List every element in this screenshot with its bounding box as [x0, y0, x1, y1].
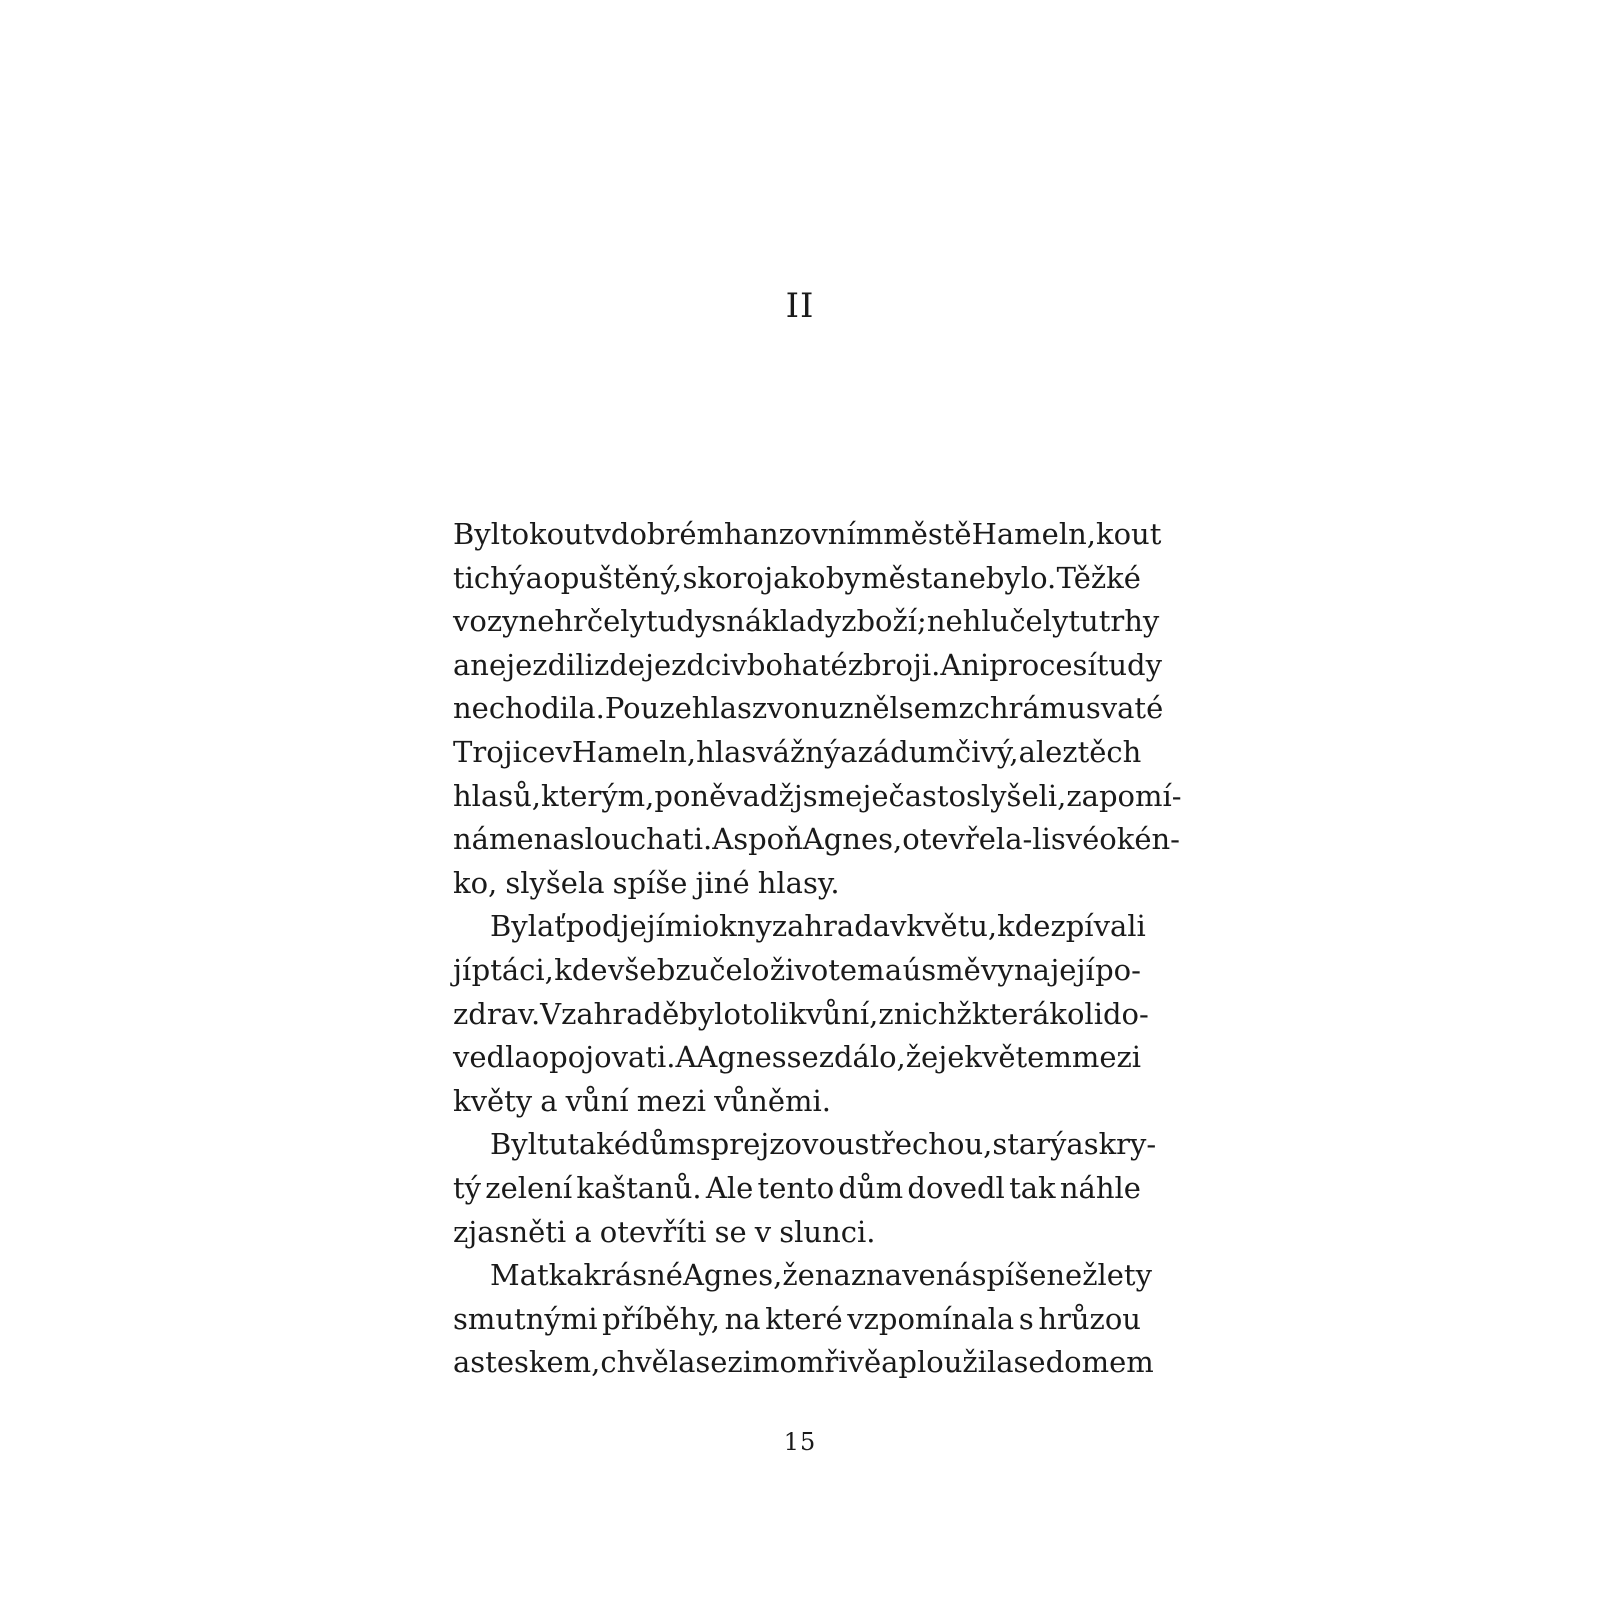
- word: Matka: [490, 1258, 584, 1293]
- word: z: [1062, 734, 1078, 769]
- word: zimomřivě: [727, 1345, 882, 1380]
- word: a: [525, 560, 543, 595]
- word: otevřela-li: [902, 822, 1051, 857]
- word: okny: [701, 909, 772, 944]
- word: V: [540, 996, 562, 1031]
- word: těch: [1077, 734, 1142, 769]
- text-line: [453, 1341, 1154, 1385]
- word: zbroji.: [847, 647, 941, 682]
- word: slyšeli,: [966, 778, 1067, 813]
- text-line: [453, 731, 1141, 775]
- word: jí: [453, 952, 472, 987]
- word: mezi: [1071, 1040, 1142, 1075]
- word: jiné: [695, 865, 750, 900]
- word: vůní,: [806, 996, 879, 1031]
- word: květem: [964, 1040, 1072, 1075]
- text-line: [453, 687, 1164, 731]
- word: nebylo.: [950, 560, 1057, 595]
- word: se: [1013, 1345, 1046, 1380]
- word: hlas: [696, 734, 757, 769]
- word: otevříti: [599, 1214, 707, 1249]
- word: květu,: [906, 909, 998, 944]
- word: také: [567, 1127, 632, 1162]
- word: její: [1050, 952, 1095, 987]
- word: hlasy.: [757, 865, 840, 900]
- word: steskem,: [470, 1345, 601, 1380]
- word: ale: [1018, 734, 1063, 769]
- word: tichý: [453, 560, 526, 595]
- word: A: [675, 1040, 697, 1075]
- word: nehlučely: [926, 604, 1069, 639]
- word: to: [499, 517, 530, 551]
- word: Agnes,: [682, 1258, 783, 1293]
- word: z: [958, 691, 974, 726]
- word: z: [878, 996, 894, 1031]
- word: Byl: [490, 1127, 537, 1162]
- word: vážný: [756, 734, 841, 769]
- word: vše: [607, 952, 657, 987]
- word: že: [905, 1040, 939, 1075]
- word: kout: [1096, 517, 1162, 551]
- word: náhle: [1059, 1170, 1141, 1205]
- word: bohaté: [746, 647, 848, 682]
- word: tý: [453, 1170, 482, 1205]
- word: životem: [769, 952, 885, 987]
- word: se: [695, 1345, 728, 1380]
- text-line: [453, 775, 1182, 819]
- word: které: [765, 1301, 843, 1336]
- word: zvonu: [751, 691, 839, 726]
- text-line: [453, 1123, 1157, 1167]
- word: Byl: [453, 517, 500, 551]
- word: spíše: [612, 865, 688, 900]
- word: po-: [1095, 952, 1141, 987]
- word: zahrada: [771, 909, 891, 944]
- word: hlas: [691, 691, 752, 726]
- word: zdálo,: [818, 1040, 906, 1075]
- word: kterým,: [541, 778, 655, 813]
- word: náklady: [726, 604, 842, 639]
- word: Bylať: [490, 909, 566, 944]
- word: smutnými: [453, 1301, 598, 1336]
- text-line: [453, 862, 1141, 906]
- word: mezi: [636, 1083, 707, 1118]
- word: kout: [529, 517, 595, 551]
- word: procesí: [989, 647, 1097, 682]
- word: je: [938, 1040, 965, 1075]
- word: sem: [898, 691, 959, 726]
- word: městě: [883, 517, 972, 551]
- text-line: [453, 1254, 1152, 1298]
- word: kterákoli: [971, 996, 1103, 1031]
- word: nehrčely: [518, 604, 646, 639]
- word: kde: [997, 909, 1051, 944]
- word: dovedl: [907, 1170, 1005, 1205]
- word: zapomí-: [1066, 778, 1182, 813]
- word: opojovati.: [531, 1040, 676, 1075]
- word: v: [594, 517, 611, 551]
- word: a: [884, 952, 903, 987]
- word: slunci.: [779, 1214, 876, 1249]
- word: a: [881, 1345, 899, 1380]
- word: Agnes: [696, 1040, 787, 1075]
- word: tento: [757, 1170, 835, 1205]
- word: Aspoň: [712, 822, 803, 857]
- word: vedla: [453, 1040, 532, 1075]
- word: nechodila.: [453, 691, 605, 726]
- word: Agnes,: [802, 822, 903, 857]
- chapter-heading: II: [785, 286, 815, 326]
- word: do-: [1102, 996, 1149, 1031]
- word: v: [555, 734, 572, 769]
- word: ko,: [453, 865, 498, 900]
- text-line: [453, 1080, 1141, 1124]
- word: střechou,: [854, 1127, 993, 1162]
- word: dobrém: [610, 517, 724, 551]
- text-line: [453, 818, 1180, 862]
- text-line: [453, 1211, 1141, 1255]
- text-line: [453, 993, 1149, 1037]
- word: zahradě: [561, 996, 680, 1031]
- word: příběhy,: [602, 1301, 721, 1336]
- word: chrámu: [973, 691, 1086, 726]
- word: zněl: [838, 691, 899, 726]
- word: dům: [631, 1127, 696, 1162]
- word: svaté: [1085, 691, 1164, 726]
- word: bylo: [679, 996, 741, 1031]
- word: starý: [992, 1127, 1067, 1162]
- word: v: [754, 1214, 772, 1249]
- word: žena: [782, 1258, 851, 1293]
- word: v: [730, 647, 747, 682]
- word: Ale: [705, 1170, 754, 1205]
- word: květy: [453, 1083, 533, 1118]
- word: ploužila: [898, 1345, 1014, 1380]
- text-line: [453, 513, 1162, 557]
- word: dům: [838, 1170, 904, 1205]
- word: Pouze: [604, 691, 692, 726]
- word: v: [890, 909, 907, 944]
- word: zjasněti: [453, 1214, 567, 1249]
- word: vozy: [453, 604, 519, 639]
- word: jezdci: [644, 647, 731, 682]
- word: nejezdili: [470, 647, 594, 682]
- word: skoro: [682, 560, 764, 595]
- body-text: [453, 513, 1182, 1385]
- word: prejzovou: [710, 1127, 855, 1162]
- word: Hameln,: [571, 734, 697, 769]
- word: na: [724, 1301, 761, 1336]
- word: hanzovním: [724, 517, 884, 551]
- page-number: 15: [783, 1428, 817, 1456]
- word: vzpomínala: [847, 1301, 1015, 1336]
- word: vůněmi.: [714, 1083, 832, 1118]
- word: tu: [536, 1127, 568, 1162]
- text-line: [453, 644, 1162, 688]
- word: pod: [565, 909, 621, 944]
- word: a: [540, 1083, 558, 1118]
- text-line: [453, 600, 1160, 644]
- word: lety: [1097, 1258, 1152, 1293]
- word: je: [862, 778, 889, 813]
- word: úsměvy: [902, 952, 1014, 987]
- word: hlasů,: [453, 778, 542, 813]
- word: Těžké: [1056, 560, 1141, 595]
- word: znavená: [850, 1258, 972, 1293]
- word: trhy: [1098, 604, 1160, 639]
- word: tu: [1068, 604, 1099, 639]
- word: hrůzou: [1038, 1301, 1141, 1336]
- word: s: [711, 604, 727, 639]
- word: a: [840, 734, 858, 769]
- word: kde: [554, 952, 608, 987]
- word: bzučelo: [656, 952, 770, 987]
- word: často: [888, 778, 967, 813]
- text-line: [453, 1036, 1141, 1080]
- text-line: [453, 905, 1146, 949]
- word: zpívali: [1050, 909, 1146, 944]
- word: náme: [453, 822, 534, 857]
- word: s: [1018, 1301, 1034, 1336]
- word: kaštanů.: [576, 1170, 702, 1205]
- word: ptáci,: [471, 952, 554, 987]
- text-line: [453, 1298, 1141, 1342]
- text-line: [453, 557, 1141, 601]
- word: poněvadž: [654, 778, 794, 813]
- text-line: [453, 1167, 1141, 1211]
- word: zelení: [485, 1170, 573, 1205]
- word: zádumčivý,: [857, 734, 1019, 769]
- word: opuštěný,: [543, 560, 683, 595]
- word: spíše: [971, 1258, 1047, 1293]
- word: chvěla: [600, 1345, 696, 1380]
- word: a: [453, 647, 471, 682]
- word: tolik: [740, 996, 807, 1031]
- word: domem: [1045, 1345, 1154, 1380]
- word: Trojice: [453, 734, 556, 769]
- word: jsme: [793, 778, 863, 813]
- word: Ani: [940, 647, 990, 682]
- word: nichž: [893, 996, 972, 1031]
- word: vůní: [565, 1083, 629, 1118]
- word: a: [1066, 1127, 1084, 1162]
- word: okén-: [1099, 822, 1180, 857]
- word: by: [825, 560, 861, 595]
- word: se: [786, 1040, 819, 1075]
- text-line: [453, 949, 1141, 993]
- word: Hameln,: [971, 517, 1096, 551]
- word: a: [453, 1345, 471, 1380]
- word: slyšela: [505, 865, 605, 900]
- word: města: [861, 560, 950, 595]
- word: a: [574, 1214, 592, 1249]
- word: než: [1046, 1258, 1098, 1293]
- word: zde: [593, 647, 645, 682]
- word: tak: [1009, 1170, 1056, 1205]
- word: jako: [764, 560, 826, 595]
- word: se: [714, 1214, 747, 1249]
- word: zdrav.: [453, 996, 541, 1031]
- word: krásné: [583, 1258, 683, 1293]
- word: jejími: [620, 909, 702, 944]
- word: tudy: [645, 604, 712, 639]
- word: s: [695, 1127, 711, 1162]
- word: zboží;: [841, 604, 927, 639]
- word: naslouchati.: [533, 822, 713, 857]
- word: své: [1050, 822, 1100, 857]
- word: skry-: [1083, 1127, 1157, 1162]
- word: na: [1013, 952, 1050, 987]
- word: tudy: [1096, 647, 1162, 682]
